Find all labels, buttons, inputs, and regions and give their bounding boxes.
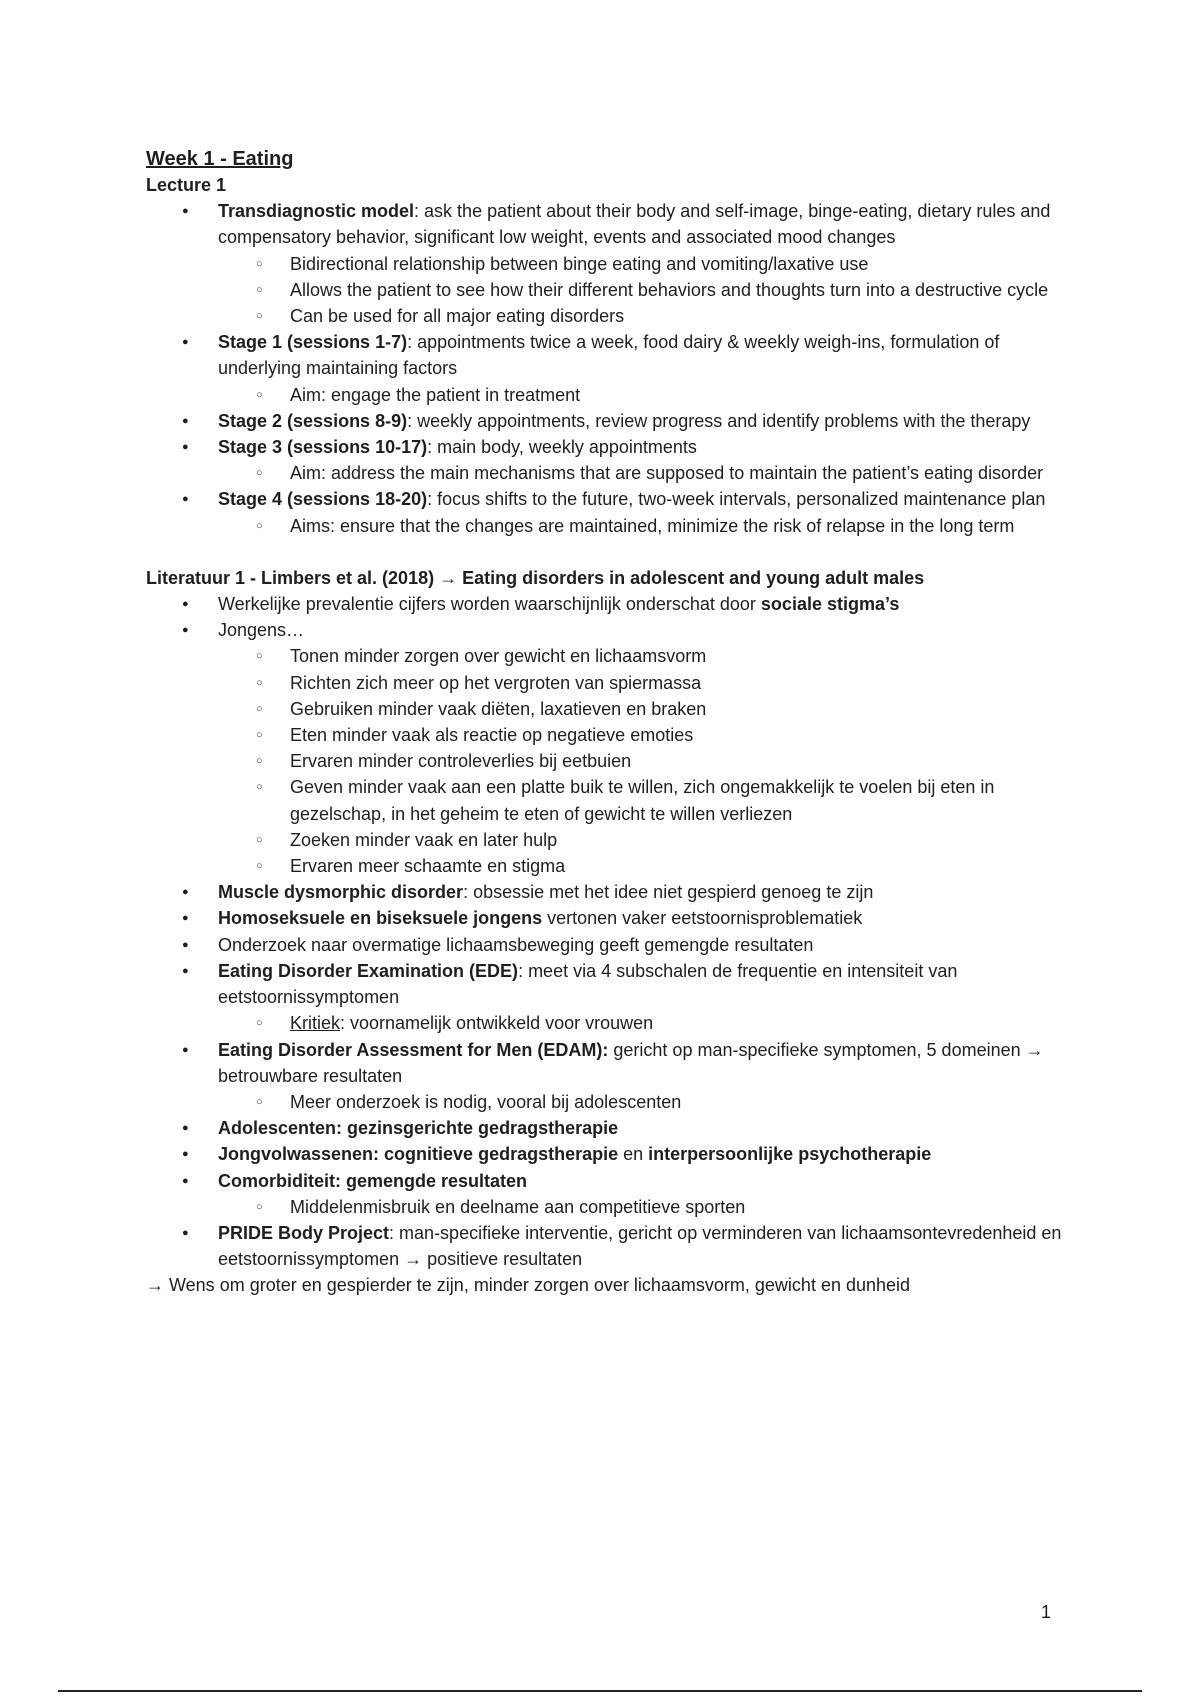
sub-list-item: ○ Gebruiken minder vaak diëten, laxatieven en braken: [146, 696, 1076, 722]
literature-heading: Literatuur 1 - Limbers et al. (2018) → Eating disorders in adolescent and young adult males: [146, 567, 925, 588]
sub-list-item: ○ Eten minder vaak als reactie op negatieve emoties: [146, 722, 1076, 748]
sub-list-item: ○ Ervaren minder controleverlies bij eetbuien: [146, 748, 1076, 774]
sub-list-item: ○ Can be used for all major eating disorders: [146, 303, 1076, 329]
sub-list-item: ○ Aim: engage the patient in treatment: [146, 382, 1076, 408]
list-item: ● Homoseksuele en biseksuele jongens vertonen vaker eetstoornisproblematiek: [146, 905, 1076, 931]
list-item: ● Stage 1 (sessions 1-7): appointments twice a week, food dairy & weekly weigh-ins, formulation of underlying maintaining factors: [146, 329, 1076, 381]
list-item: ● Stage 4 (sessions 18-20): focus shifts to the future, two-week intervals, personalized maintenance plan: [146, 486, 1076, 512]
sub-list-item: ○ Geven minder vaak aan een platte buik te willen, zich ongemakkelijk te voelen bij eten in gezelschap, in het geheim te eten of gewicht te willen verliezen: [146, 774, 1076, 826]
list-item: ● Muscle dysmorphic disorder: obsessie met het idee niet gespierd genoeg te zijn: [146, 879, 1076, 905]
conclusion-line: → Wens om groter en gespierder te zijn, minder zorgen over lichaamsvorm, gewicht en dunheid: [146, 1275, 911, 1296]
page-title: Week 1 - Eating: [146, 148, 294, 170]
footer-divider: [58, 1690, 1142, 1692]
list-item: ● Onderzoek naar overmatige lichaamsbeweging geeft gemengde resultaten: [146, 932, 1076, 958]
list-item: ● Stage 2 (sessions 8-9): weekly appointments, review progress and identify problems with the therapy: [146, 408, 1076, 434]
lecture-list: [146, 198, 1076, 539]
list-item: ● Jongens…: [146, 617, 1076, 643]
sub-list-item: ○ Middelenmisbruik en deelname aan competitieve sporten: [146, 1194, 1076, 1220]
list-item: ● PRIDE Body Project: man-specifieke interventie, gericht op verminderen van lichaamsontevredenheid en eetstoornissymptomen → positieve resultaten: [146, 1220, 1076, 1272]
list-item: ● Eating Disorder Assessment for Men (EDAM): gericht op man-specifieke symptomen, 5 domeinen → betrouwbare resultaten: [146, 1037, 1076, 1089]
sub-list-item: ○ Richten zich meer op het vergroten van spiermassa: [146, 670, 1076, 696]
spacer: [146, 539, 1076, 565]
list-item: ● Stage 3 (sessions 10-17): main body, weekly appointments: [146, 434, 1076, 460]
lecture-heading: Lecture 1: [146, 175, 227, 195]
list-item: ● Eating Disorder Examination (EDE): meet via 4 subschalen de frequentie en intensiteit van eetstoornissymptomen: [146, 958, 1076, 1010]
sub-list-item: ○ Kritiek: voornamelijk ontwikkeld voor vrouwen: [146, 1010, 1076, 1036]
sub-list-item: ○ Meer onderzoek is nodig, vooral bij adolescenten: [146, 1089, 1076, 1115]
list-item: ● Transdiagnostic model: ask the patient about their body and self-image, binge-eating, dietary rules and compensatory behavior, significant low weight, events and associated mood changes: [146, 198, 1076, 250]
sub-list-item: ○ Aim: address the main mechanisms that are supposed to maintain the patient’s eating disorder: [146, 460, 1076, 486]
sub-list-item: ○ Bidirectional relationship between binge eating and vomiting/laxative use: [146, 251, 1076, 277]
list-item: ● Adolescenten: gezinsgerichte gedragstherapie: [146, 1115, 1076, 1141]
sub-list-item: ○ Zoeken minder vaak en later hulp: [146, 827, 1076, 853]
literature-list: [146, 591, 1076, 1272]
sub-list-item: ○ Aims: ensure that the changes are maintained, minimize the risk of relapse in the long term: [146, 513, 1076, 539]
list-item: ● Comorbiditeit: gemengde resultaten: [146, 1168, 1076, 1194]
list-item: ● Werkelijke prevalentie cijfers worden waarschijnlijk onderschat door sociale stigma’s: [146, 591, 1076, 617]
list-item: ● Jongvolwassenen: cognitieve gedragstherapie en interpersoonlijke psychotherapie: [146, 1141, 1076, 1167]
sub-list-item: ○ Allows the patient to see how their different behaviors and thoughts turn into a destructive cycle: [146, 277, 1076, 303]
sub-list-item: ○ Tonen minder zorgen over gewicht en lichaamsvorm: [146, 643, 1076, 669]
document-page: [146, 146, 1076, 1299]
page-number: 1: [1041, 1602, 1052, 1622]
sub-list-item: ○ Ervaren meer schaamte en stigma: [146, 853, 1076, 879]
